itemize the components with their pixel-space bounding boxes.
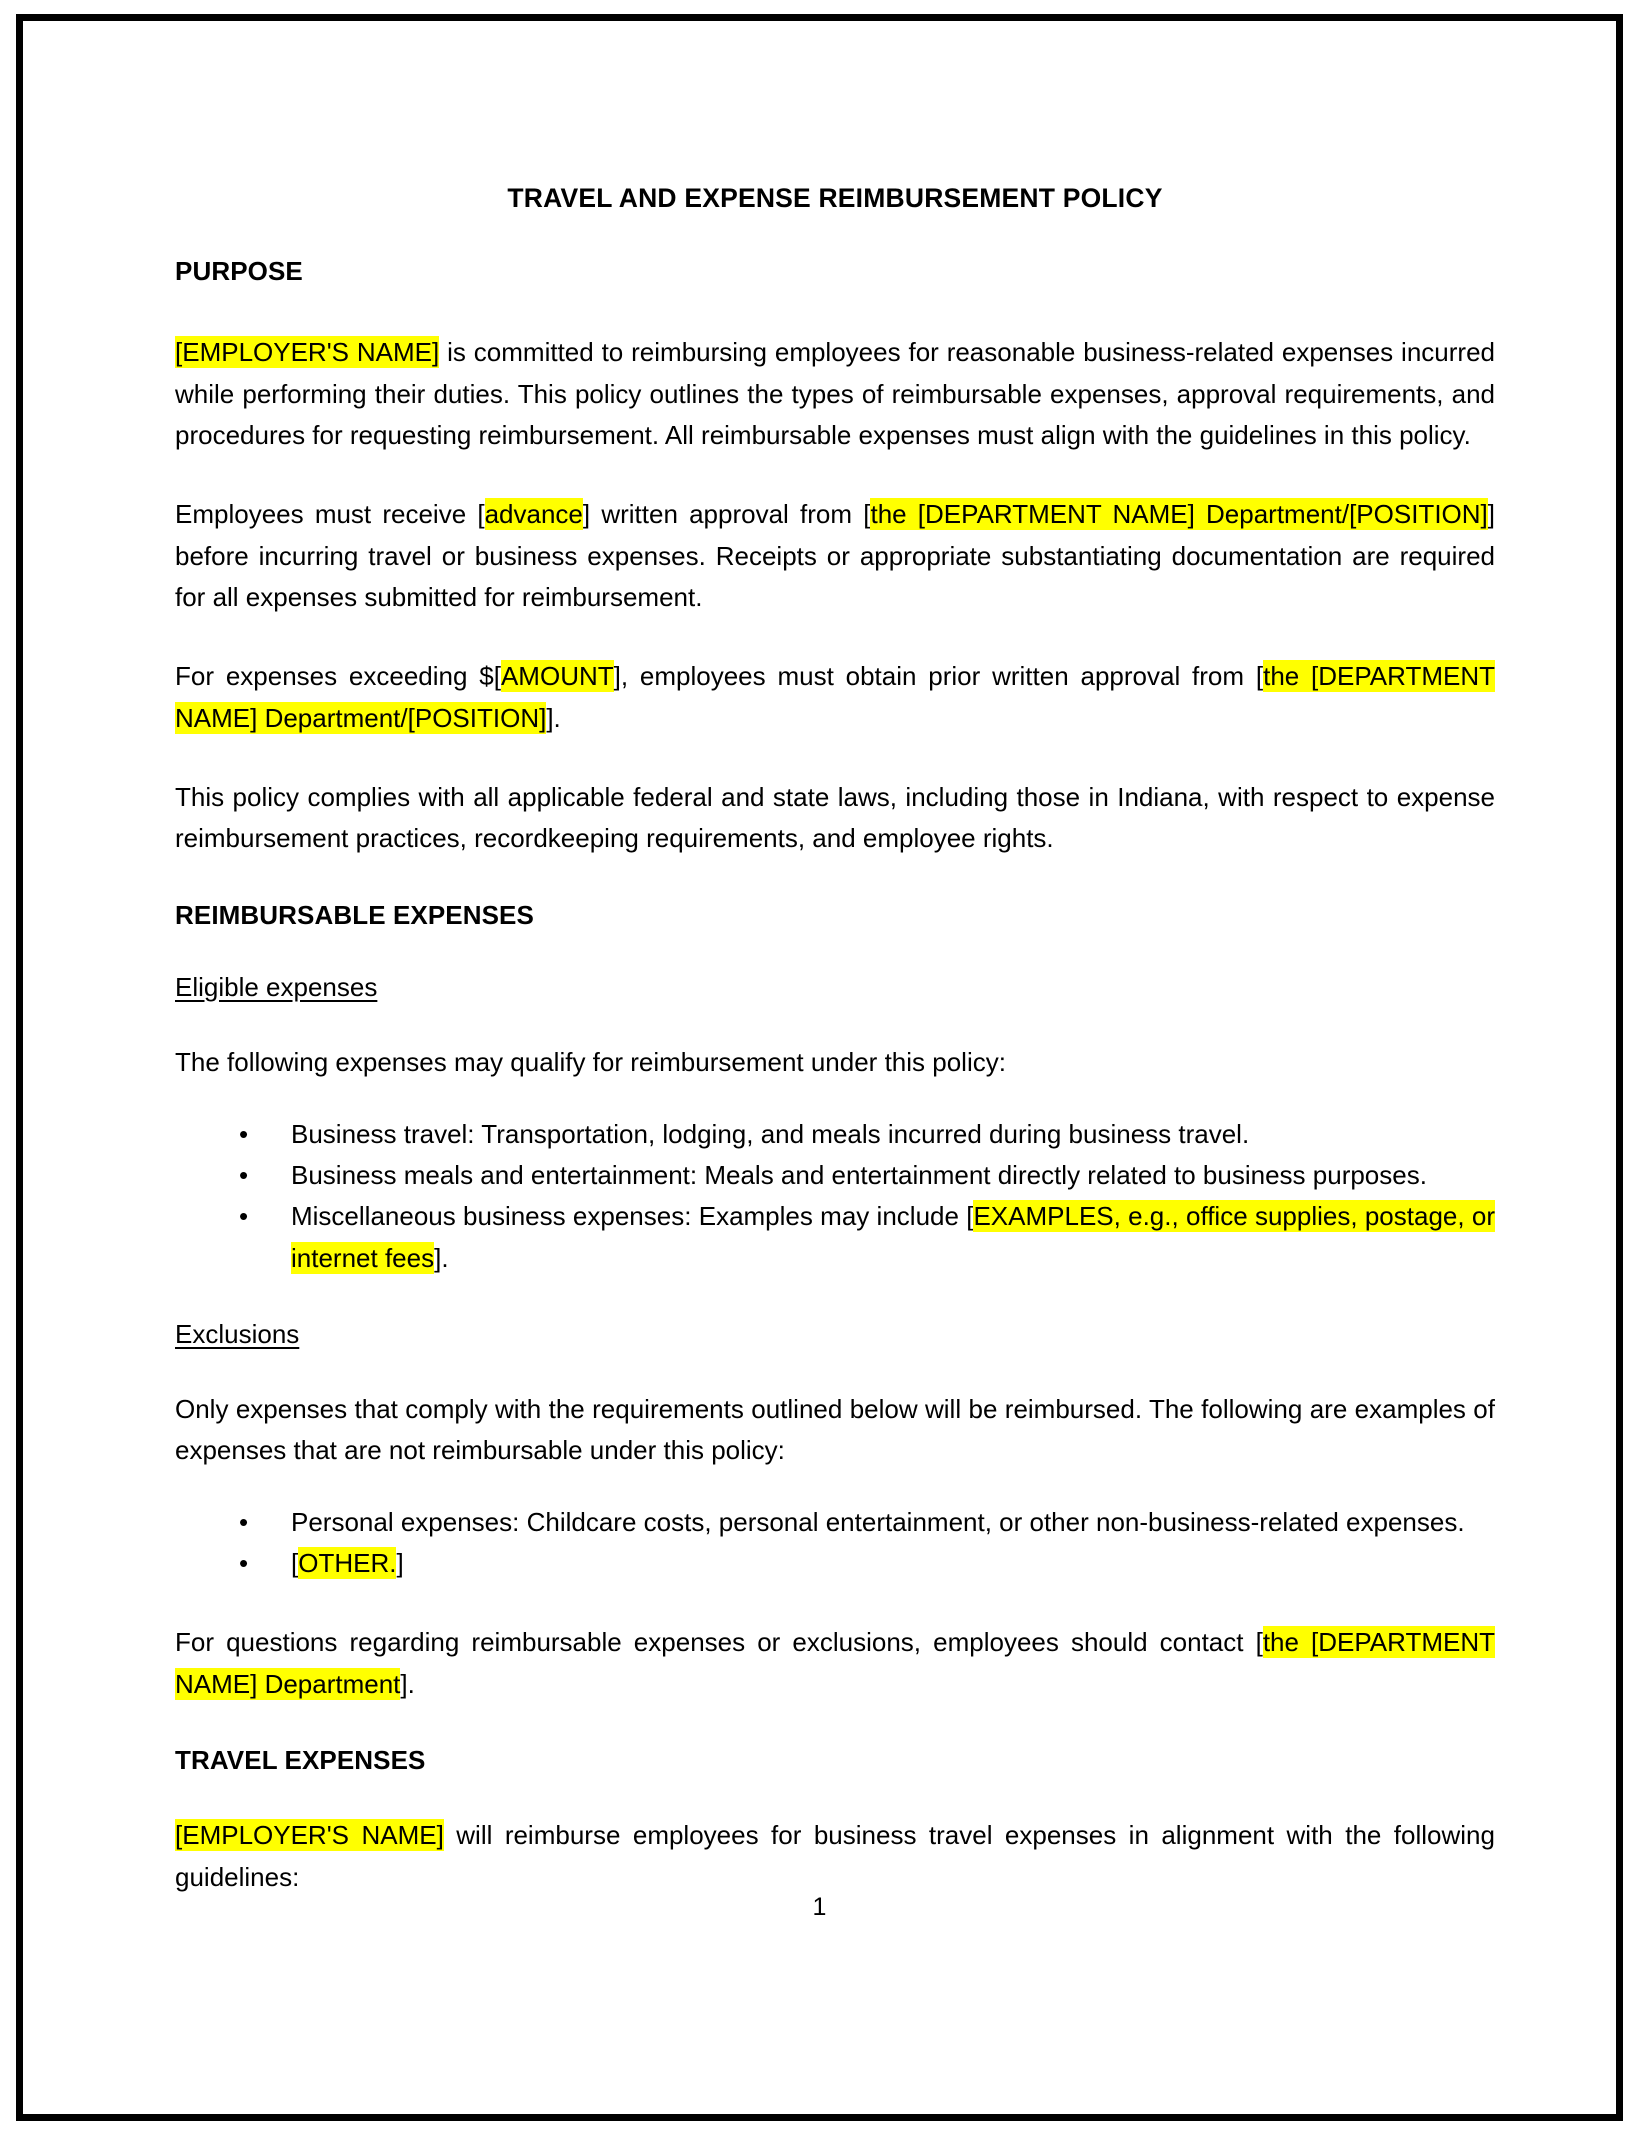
list-item-text-after: ]	[396, 1548, 404, 1579]
list-item	[175, 1155, 1495, 1196]
spacer	[175, 1584, 1495, 1622]
subheading-eligible-expenses: Eligible expenses	[175, 971, 378, 1002]
spacer	[175, 1472, 1495, 1502]
placeholder-department-position-2: the [DEPARTMENT NAME] Department/[POSITION]	[175, 661, 1495, 733]
spacer	[175, 1705, 1495, 1743]
travel-expenses-intro	[175, 1815, 1495, 1898]
purpose-paragraph-2	[175, 494, 1495, 618]
purpose-p2-text-3: ] before incurring travel or business expenses. Receipts or appropriate substantiating documentation are required for all expenses submitted for reimbursement.	[175, 499, 1495, 612]
eligible-expenses-list	[175, 1114, 1495, 1279]
exclusions-list	[175, 1502, 1495, 1585]
purpose-paragraph-4: This policy complies with all applicable federal and state laws, including those in Indiana, with respect to expense reimbursement practices, recordkeeping requirements, and employee rights.	[175, 781, 1495, 854]
purpose-paragraph-3	[175, 656, 1495, 739]
list-item-text-before: Miscellaneous business expenses: Examples may include [	[291, 1201, 974, 1232]
purpose-p2-text-1: Employees must receive [	[175, 499, 485, 530]
contact-text-1: For questions regarding reimbursable expenses or exclusions, employees should contact [	[175, 1627, 1263, 1658]
heading-purpose: PURPOSE	[175, 255, 303, 286]
spacer	[175, 1777, 1495, 1815]
placeholder-other: OTHER.	[298, 1548, 397, 1579]
placeholder-department-contact: the [DEPARTMENT NAME] Department	[175, 1627, 1495, 1699]
purpose-paragraph-1-text: is committed to reimbursing employees for reasonable business-related expenses incurred while performing their duties. This policy outlines the types of reimbursable expenses, approval requirements, and procedures for requesting reimbursement. All reimbursable expenses must align with the guidelines in this policy.	[175, 337, 1495, 450]
eligible-expenses-intro: The following expenses may qualify for reimbursement under this policy:	[175, 1047, 1006, 1078]
list-item-text-before: [	[291, 1548, 299, 1579]
document-body	[175, 21, 1495, 1898]
heading-travel-expenses: TRAVEL EXPENSES	[175, 1745, 426, 1776]
spacer	[175, 932, 1495, 970]
spacer	[175, 216, 1495, 254]
purpose-paragraph-1	[175, 332, 1495, 456]
spacer	[175, 1351, 1495, 1389]
spacer	[175, 1279, 1495, 1317]
list-item	[175, 1196, 1495, 1279]
placeholder-amount: AMOUNT	[500, 661, 614, 692]
list-item-text: Business meals and entertainment: Meals and entertainment directly related to business purposes.	[291, 1159, 1427, 1190]
subheading-exclusions-wrap	[175, 1317, 1495, 1351]
placeholder-advance: advance	[484, 499, 583, 530]
page-title: TRAVEL AND EXPENSE REIMBURSEMENT POLICY	[507, 183, 1163, 213]
spacer	[175, 1004, 1495, 1042]
list-item	[175, 1114, 1495, 1155]
placeholder-employer-name-2: [EMPLOYER'S NAME]	[175, 1820, 444, 1851]
exclusions-intro: Only expenses that comply with the requirements outlined below will be reimbursed. The following are examples of expenses that are not reimbursable under this policy:	[175, 1394, 1495, 1466]
purpose-p3-text-3: ].	[546, 702, 561, 733]
placeholder-examples: EXAMPLES, e.g., office supplies, postage, or internet fees	[291, 1201, 1495, 1273]
purpose-p2-text-2: ] written approval from [	[582, 499, 871, 530]
spacer	[175, 860, 1495, 898]
purpose-p3-text-2: ], employees must obtain prior written approval from [	[613, 661, 1264, 692]
document-page	[16, 14, 1623, 2121]
list-item-text: Business travel: Transportation, lodging, and meals incurred during business travel.	[291, 1118, 1250, 1149]
placeholder-department-position: the [DEPARTMENT NAME] Department/[POSITION]	[870, 499, 1488, 530]
spacer	[175, 1084, 1495, 1114]
list-item	[175, 1543, 1495, 1584]
page-number: 1	[812, 1893, 827, 1921]
list-item-text-after: ].	[434, 1242, 449, 1273]
contact-text-2: ].	[400, 1668, 415, 1699]
spacer	[175, 456, 1495, 494]
list-item	[175, 1502, 1495, 1543]
contact-paragraph	[175, 1622, 1495, 1705]
subheading-eligible-expenses-wrap	[175, 970, 1495, 1004]
purpose-p3-text-1: For expenses exceeding $[	[175, 661, 501, 692]
travel-expenses-intro-text: will reimburse employees for business travel expenses in alignment with the following guidelines:	[175, 1820, 1495, 1892]
placeholder-employer-name: [EMPLOYER'S NAME]	[175, 337, 440, 368]
spacer	[175, 288, 1495, 332]
spacer	[175, 739, 1495, 777]
heading-reimbursable-expenses: REIMBURSABLE EXPENSES	[175, 899, 534, 930]
subheading-exclusions: Exclusions	[175, 1318, 300, 1349]
list-item-text: Personal expenses: Childcare costs, personal entertainment, or other non-business-related expenses.	[291, 1506, 1465, 1537]
spacer	[175, 618, 1495, 656]
